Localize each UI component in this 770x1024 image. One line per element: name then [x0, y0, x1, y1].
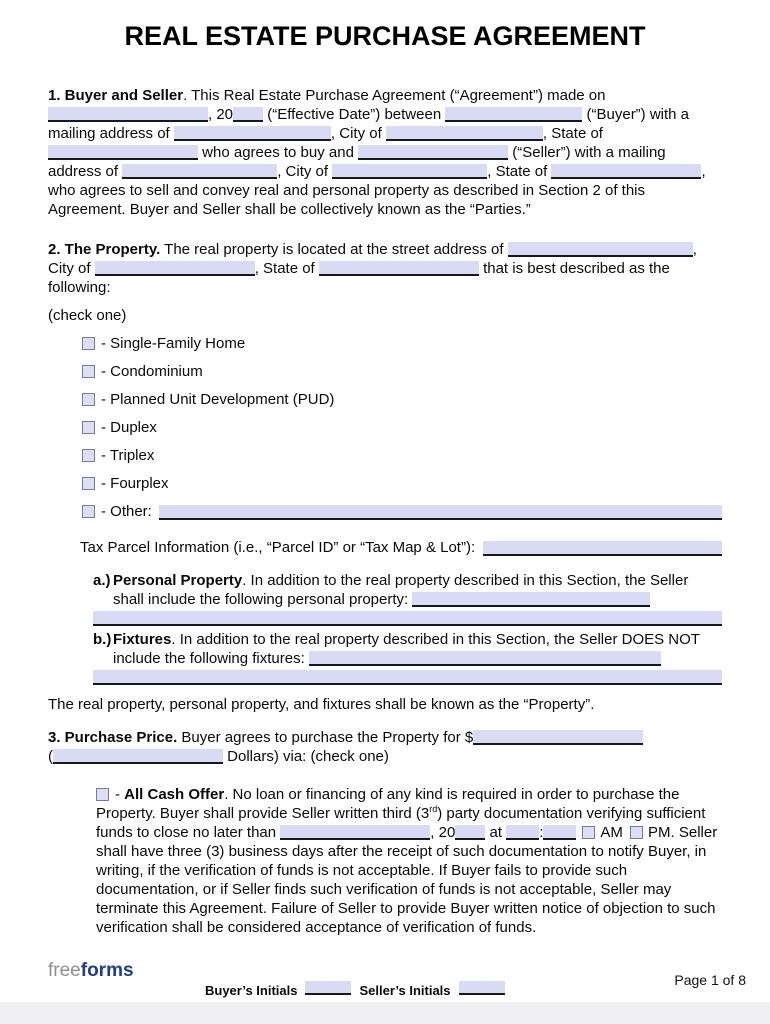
- field-purchase-price-words[interactable]: [53, 749, 223, 764]
- checkbox-condominium[interactable]: [82, 365, 95, 378]
- checkbox-single-family-home[interactable]: [82, 337, 95, 350]
- field-personal-property[interactable]: [412, 592, 650, 607]
- check-one-label: (check one): [48, 307, 127, 324]
- subsection-a-label: a.): [93, 572, 111, 589]
- freeforms-logo: [48, 960, 134, 982]
- property-type-label: - Condominium: [101, 363, 203, 380]
- field-effective-year[interactable]: [233, 107, 263, 122]
- page-number: Page 1 of 8: [674, 972, 746, 988]
- checkbox-pud[interactable]: [82, 393, 95, 406]
- checkbox-duplex[interactable]: [82, 421, 95, 434]
- property-type-single-family: [82, 334, 722, 353]
- property-type-checklist: [48, 334, 722, 521]
- property-type-label: - Fourplex: [101, 475, 169, 492]
- subsection-b-heading: Fixtures: [113, 631, 172, 648]
- property-type-pud: [82, 390, 722, 409]
- subsection-a-personal-property: a.) Personal Property. In addition to the real property described in this Section, the Seller shall include the following personal property:: [93, 571, 722, 626]
- checkbox-triplex[interactable]: [82, 449, 95, 462]
- checkbox-other[interactable]: [82, 505, 95, 518]
- field-tax-parcel[interactable]: [483, 541, 722, 556]
- page-bottom-edge: [0, 1002, 770, 1024]
- buyers-initials-label: Buyer’s Initials: [205, 983, 298, 998]
- am-label: AM: [600, 824, 623, 841]
- document-body: [0, 86, 770, 937]
- page-title: REAL ESTATE PURCHASE AGREEMENT: [124, 21, 646, 51]
- checkbox-am[interactable]: [582, 826, 595, 839]
- logo-free-text: free: [48, 960, 81, 981]
- section-2-the-property: 2. The Property. The real property is located at the street address of , City of , State of that is best described as the following:: [48, 241, 697, 296]
- field-property-state[interactable]: [319, 261, 479, 276]
- property-type-label: - Duplex: [101, 419, 157, 436]
- field-seller-name[interactable]: [358, 145, 508, 160]
- field-seller-initials[interactable]: [459, 981, 505, 995]
- field-personal-property-line2[interactable]: [93, 611, 722, 626]
- initials-line: [205, 981, 513, 1000]
- checkbox-pm[interactable]: [630, 826, 643, 839]
- all-cash-offer-clause: - All Cash Offer. No loan or financing of any kind is required in order to purchase the Property. Buyer shall provide Seller written third (3rd) party documentation verifying sufficient funds to close no later than , 20 at : AM PM. Seller shall have three (3) business days after the receipt of such documentation to notify Buyer, in writing, if the verification of funds is not acceptable. If Buyer fails to provide such documentation, or if Seller finds such verification of funds is not acceptable, Seller may terminate this Agreement. Failure of Seller to provide Buyer written notice of objection to such verification shall be considered acceptance of verification of funds.: [96, 786, 718, 936]
- checkbox-fourplex[interactable]: [82, 477, 95, 490]
- logo-forms-text: forms: [80, 960, 134, 981]
- subsection-b-fixtures: b.) Fixtures. In addition to the real property described in this Section, the Seller DOES NOT include the following fixtures:: [93, 630, 722, 685]
- tax-parcel-label: Tax Parcel Information (i.e., “Parcel ID” or “Tax Map & Lot”):: [80, 539, 476, 556]
- section-2-heading: 2. The Property.: [48, 241, 161, 258]
- property-type-label: - Other:: [101, 503, 152, 520]
- field-other-description[interactable]: [159, 505, 722, 520]
- field-property-city[interactable]: [95, 261, 255, 276]
- property-type-duplex: [82, 418, 722, 437]
- section-1-buyer-and-seller: 1. Buyer and Seller. This Real Estate Purchase Agreement (“Agreement”) made on , 20 (“Effective Date”) between (“Buyer”) with a mailing address of , City of , State of who agrees to buy and (“Seller”) with a mailing address of , City of , State of , who agrees to sell and convey real and personal property as described in Section 2 of this Agreement. Buyer and Seller shall be collectively known as the “Parties.”: [48, 87, 706, 218]
- field-cash-close-hour[interactable]: [506, 825, 539, 840]
- field-seller-state[interactable]: [551, 164, 701, 179]
- field-seller-city[interactable]: [332, 164, 487, 179]
- subsection-b-label: b.): [93, 631, 112, 648]
- property-type-other: [82, 502, 722, 521]
- sellers-initials-label: Seller’s Initials: [359, 983, 451, 998]
- field-fixtures-line2[interactable]: [93, 670, 722, 685]
- subsection-a-heading: Personal Property: [113, 572, 243, 589]
- property-type-label: - Planned Unit Development (PUD): [101, 391, 335, 408]
- checkbox-all-cash-offer[interactable]: [96, 788, 109, 801]
- property-type-fourplex: [82, 474, 722, 493]
- property-type-triplex: [82, 446, 722, 465]
- tax-parcel-line: [80, 538, 722, 557]
- field-street-address[interactable]: [508, 242, 693, 257]
- property-type-label: - Triplex: [101, 447, 155, 464]
- field-cash-close-year[interactable]: [455, 825, 485, 840]
- field-buyer-initials[interactable]: [305, 981, 351, 995]
- ordinal-superscript: rd: [429, 804, 438, 814]
- section-1-heading: 1. Buyer and Seller: [48, 87, 184, 104]
- field-effective-date[interactable]: [48, 107, 208, 122]
- pm-clause-text: PM. Seller shall have three (3) business days after the receipt of such documentation to notify Buyer, in writing, if the verification of funds is not acceptable. If Buyer fails to provide such documentation, or if Seller finds such verification of funds is not acceptable, Seller may terminate this Agreement. Failure of Seller to provide Buyer written notice of objection to such verification shall be considered acceptance of verification of funds.: [96, 824, 718, 936]
- field-seller-address[interactable]: [122, 164, 277, 179]
- property-type-label: - Single-Family Home: [101, 335, 246, 352]
- section-3-heading: 3. Purchase Price.: [48, 729, 178, 746]
- property-definition-note: The real property, personal property, and fixtures shall be known as the “Property”.: [48, 696, 595, 713]
- all-cash-offer-heading: All Cash Offer: [124, 786, 225, 803]
- field-buyer-state[interactable]: [48, 145, 198, 160]
- section-3-purchase-price: 3. Purchase Price. Buyer agrees to purchase the Property for $ ( Dollars) via: (check one): [48, 728, 722, 766]
- property-type-condominium: [82, 362, 722, 381]
- field-purchase-price[interactable]: [473, 730, 643, 745]
- field-buyer-address[interactable]: [174, 126, 331, 141]
- field-fixtures[interactable]: [309, 651, 661, 666]
- field-buyer-name[interactable]: [445, 107, 582, 122]
- field-cash-close-date[interactable]: [280, 825, 430, 840]
- field-buyer-city[interactable]: [386, 126, 543, 141]
- field-cash-close-minute[interactable]: [543, 825, 576, 840]
